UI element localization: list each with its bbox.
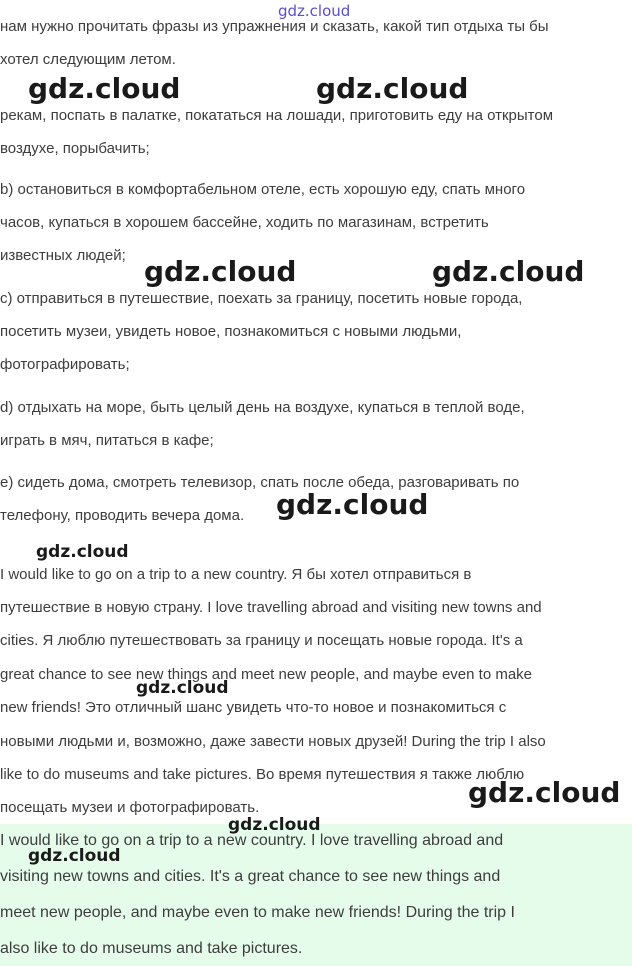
watermark: gdz.cloud	[36, 542, 129, 562]
text-line: часов, купаться в хорошем бассейне, ходить по магазинам, встретить	[0, 214, 489, 231]
text-line: e) сидеть дома, смотреть телевизор, спать после обеда, разговаривать по	[0, 474, 520, 491]
text-line: известных людей;	[0, 247, 126, 264]
text-line: телефону, проводить вечера дома.	[0, 507, 245, 524]
text-line: I would like to go on a trip to a new country. Я бы хотел отправиться в	[0, 566, 472, 583]
text-line: great chance to see new things and meet new people, and maybe even to make	[0, 666, 533, 683]
watermark: gdz.cloud	[28, 72, 181, 105]
text-line: c) отправиться в путешествие, поехать за границу, посетить новые города,	[0, 290, 523, 307]
text-line: посещать музеи и фотографировать.	[0, 799, 260, 816]
answer-line: also like to do museums and take pictures.	[0, 940, 303, 957]
text-line: фотографировать;	[0, 356, 130, 373]
text-line: like to do museums and take pictures. Во время путешествия я также люблю	[0, 766, 525, 783]
answer-line: visiting new towns and cities. It's a great chance to see new things and	[0, 868, 501, 885]
text-line: новыми людьми и, возможно, даже завести новых друзей! During the trip I also	[0, 733, 546, 750]
text-line: cities. Я люблю путешествовать за границу и посещать новые города. It's a	[0, 632, 523, 649]
text-line: посетить музеи, увидеть новое, познакомиться с новыми людьми,	[0, 323, 462, 340]
text-line: нам нужно прочитать фразы из упражнения и сказать, какой тип отдыха ты бы	[0, 18, 549, 35]
watermark: gdz.cloud	[468, 776, 621, 809]
text-line: new friends! Это отличный шанс увидеть что-то новое и познакомиться с	[0, 699, 507, 716]
watermark: gdz.cloud	[278, 2, 351, 20]
watermark: gdz.cloud	[432, 255, 585, 288]
answer-line: meet new people, and maybe even to make new friends! During the trip I	[0, 904, 515, 921]
watermark: gdz.cloud	[144, 255, 297, 288]
answer-line: I would like to go on a trip to a new country. I love travelling abroad and	[0, 832, 504, 849]
text-line: путешествие в новую страну. I love travelling abroad and visiting new towns and	[0, 599, 542, 616]
text-line: играть в мяч, питаться в кафе;	[0, 432, 214, 449]
watermark: gdz.cloud	[28, 846, 121, 866]
text-line: воздухе, порыбачить;	[0, 140, 150, 157]
watermark: gdz.cloud	[276, 488, 429, 521]
watermark: gdz.cloud	[136, 678, 229, 698]
text-line: b) остановиться в комфортабельном отеле, есть хорошую еду, спать много	[0, 181, 526, 198]
text-line: d) отдыхать на море, быть целый день на воздухе, купаться в теплой воде,	[0, 399, 525, 416]
text-line: рекам, поспать в палатке, покататься на лошади, приготовить еду на открытом	[0, 107, 554, 124]
text-line: хотел следующим летом.	[0, 51, 176, 68]
watermark: gdz.cloud	[228, 815, 321, 835]
watermark: gdz.cloud	[316, 72, 469, 105]
